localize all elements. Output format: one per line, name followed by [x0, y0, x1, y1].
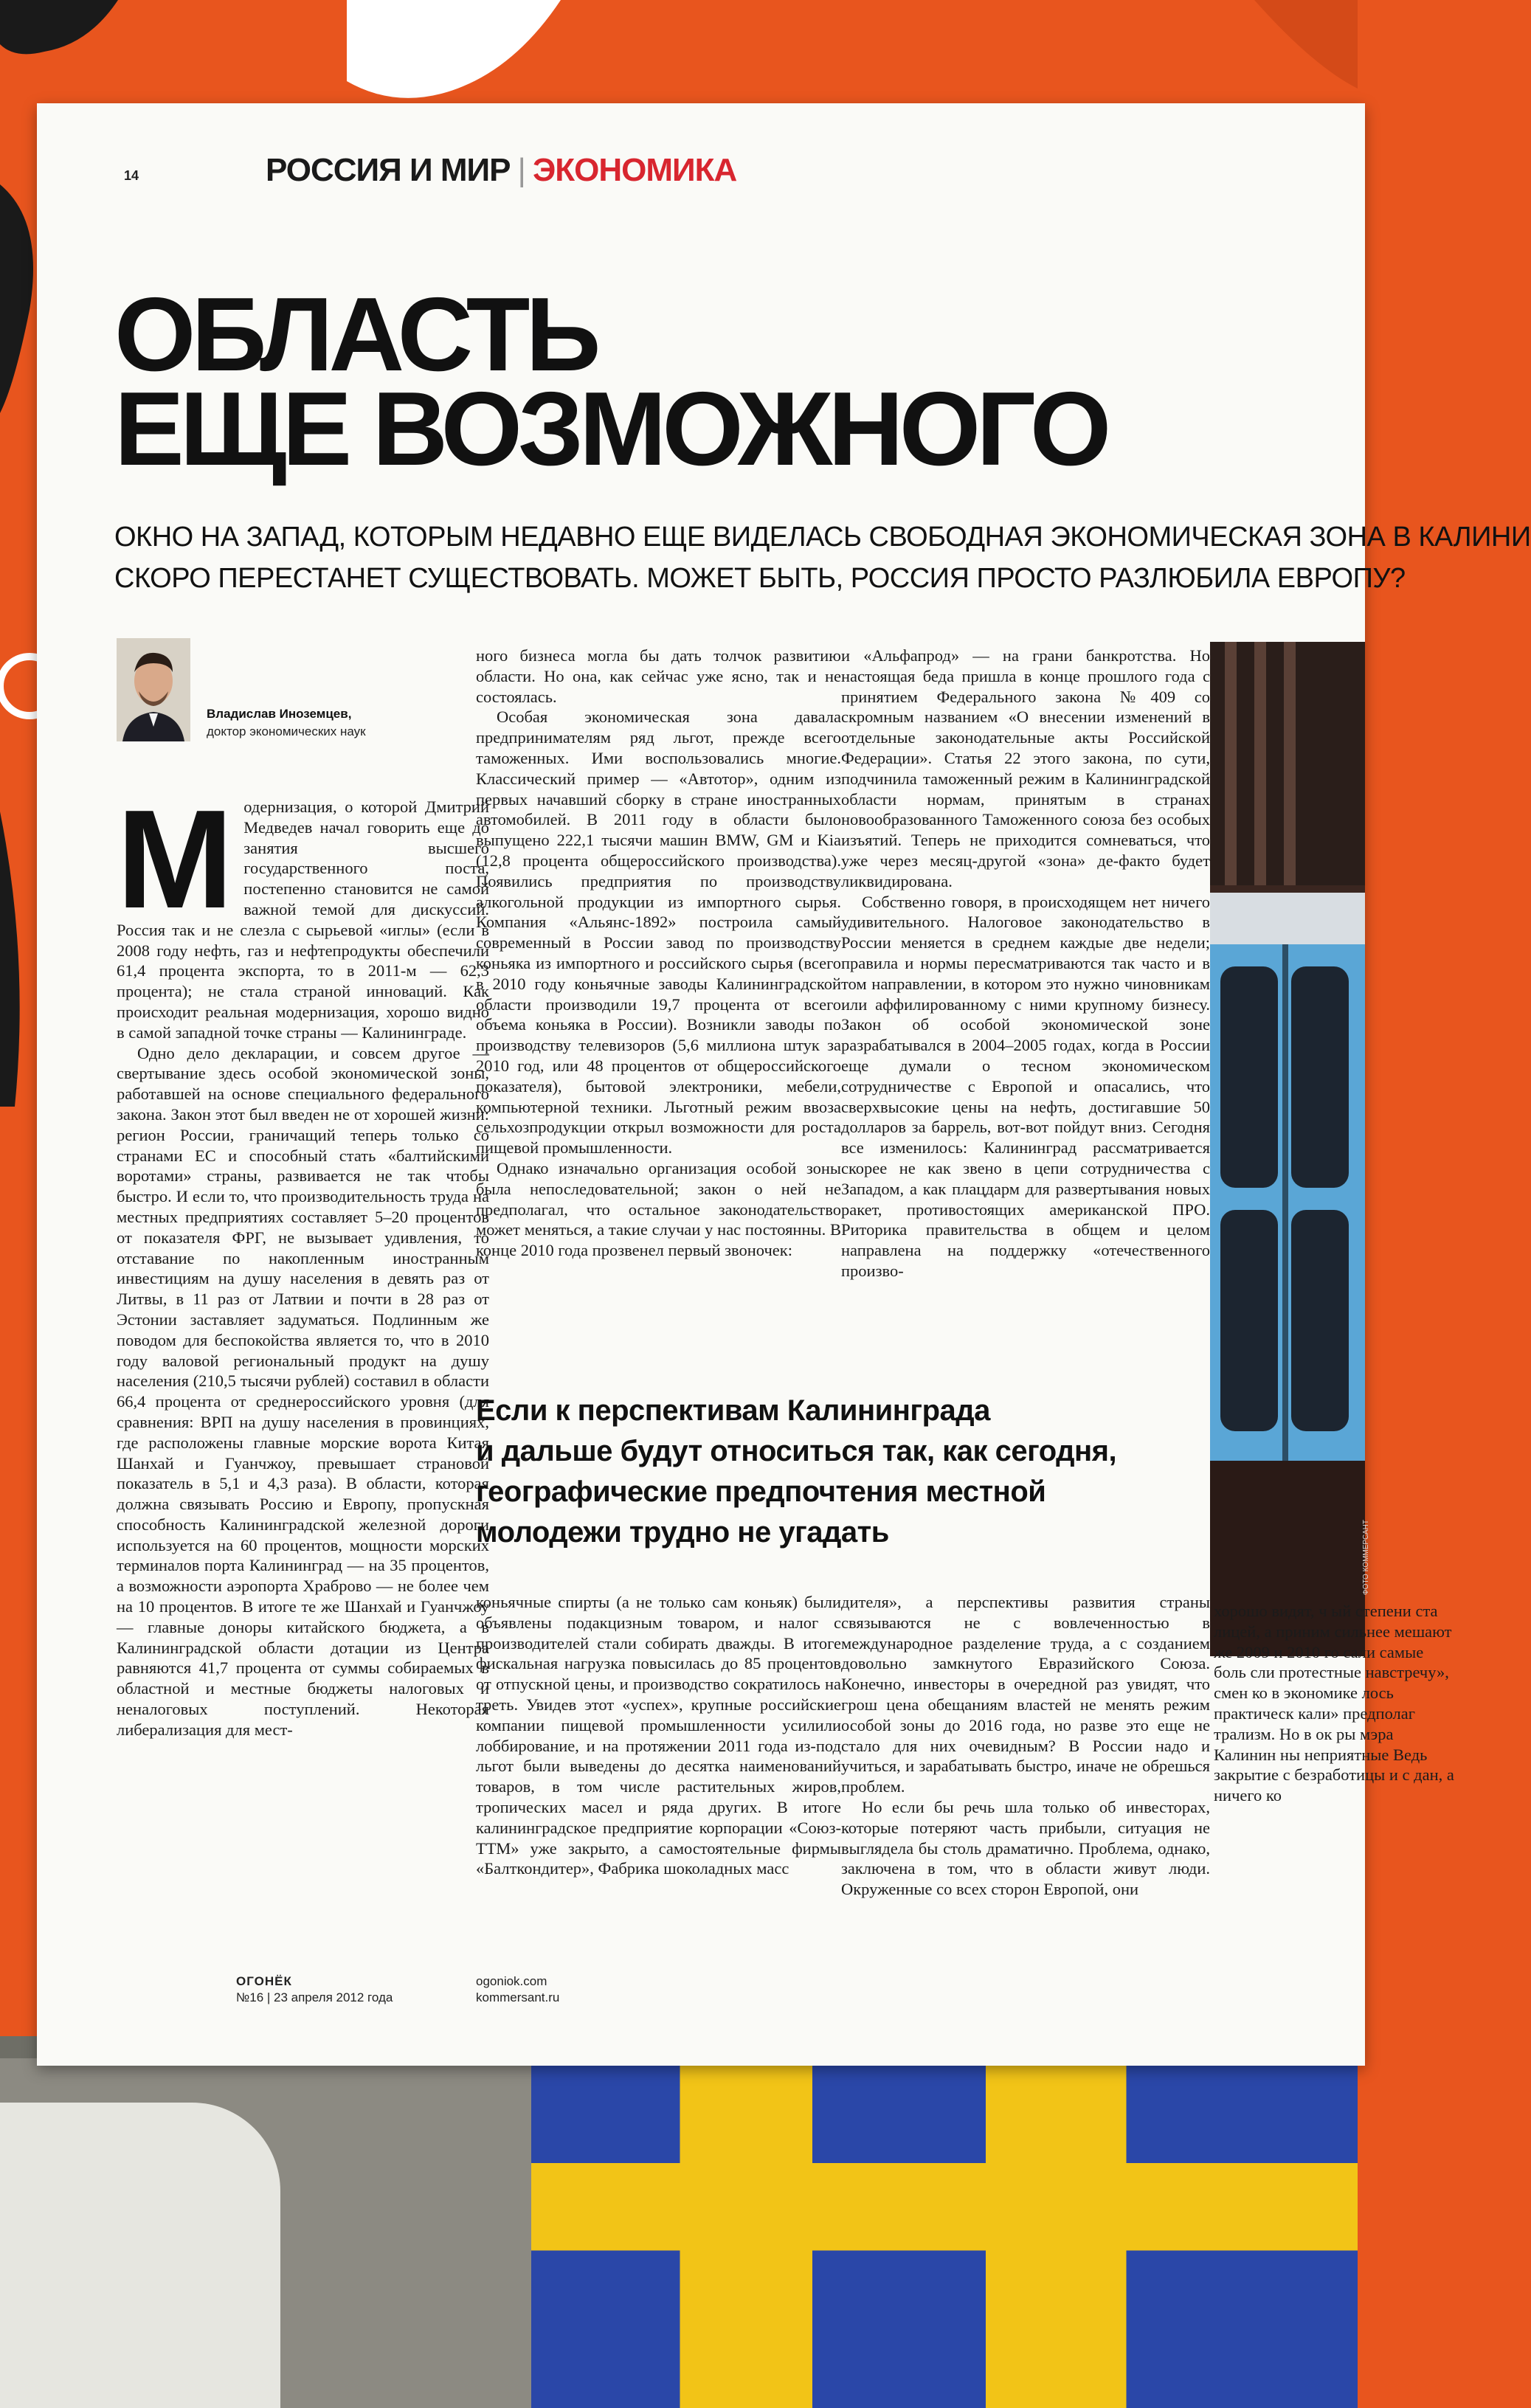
paragraph: и «Альфапрод» — на грани банкротства. Но настоящая беда пришла в конце прошлого года с принятием Федерального закона №409 со скромным названием «О внесении изменений в отдельные законодательные акты Российской Федерации». Статья 22 этого закона, по сути, подчинила таможенный режим в Калининградской области нормам, принятым в странах новообразованного Таможенного союза без особых изъятий. Теперь не приходится сомневаться, что уже через месяц-другой «зона» де-факто будет ликвидирована. [841, 646, 1210, 890]
article-column-2-top [476, 646, 841, 1332]
paragraph: хорошо видят, ч ый степени ста лицей, а приним сильнее мешают же 2009 и 2010 го сали самые боль сли протестные навстречу», смен ко в экономике лось практическ кали» предполаг трализм. Но в ок ры мэра Калинин ны неприятные Ведь закрытие с безработицы и с дан, а ничего ко [1214, 1602, 1454, 1805]
pull-quote [476, 1391, 1228, 1553]
lead-line-2: СКОРО ПЕРЕСТАНЕТ СУЩЕСТВОВАТЬ. МОЖЕТ БЫТЬ, РОССИЯ ПРОСТО РАЗЛЮБИЛА ЕВРОПУ? [114, 563, 1406, 594]
lead-line-1: ОКНО НА ЗАПАД, КОТОРЫМ НЕДАВНО ЕЩЕ ВИДЕЛАСЬ СВОБОДНАЯ ЭКОНОМИЧЕСКАЯ ЗОНА В КАЛИНИ [114, 522, 1531, 553]
paragraph: коньячные спирты (а не только сам коньяк) были объявлены подакцизным товаром, и налог с производителей стали собирать дважды. В итоге фискальная нагрузка повысилась до 85 процентов от отпускной цены, и производство сократилось на треть. Увидев этот «успех», крупные российские компании пищевой промышленности усилили лоббирование, и на протяжении 2011 года из-под льгот были выведены до десятка наименований товаров, в том числе растительных жиров, тропических масел и ряда других. В итоге калининградское предприятие корпорации «Союз-ТТМ» уже закрыто, а самостоятельные фирмы «Балткондитер», Фабрика шоколадных масс [476, 1593, 841, 1878]
magazine-page [37, 103, 1531, 2066]
paragraph: Но если бы речь шла только об инвесторах, которые потеряют часть прибыли, ситуация не выглядела бы столь драматично. Проблема, однако, заключена в том, что в области живут люди. Окруженные со всех сторон Европой, они [841, 1797, 1210, 1899]
headline-line-1: ОБЛАСТЬ [114, 276, 597, 393]
paragraph: дителя», а перспективы развития страны связываются не с вовлеченностью в международное разделение труда, а с созданием довольно замкнутого Евразийского Союза. Конечно, инвесторы в очередной раз увидят, что грош цена обещаниям властей не менять режим особой зоны до 2016 года, но разве это еще не стало для них очевидным? В России надо и учиться, и зарабатывать быстро, иначе не обрешься проблем. [841, 1593, 1210, 1796]
site-footer [476, 1973, 559, 2006]
paragraph: Однако изначально организация особой зоны была непоследовательной; закон о ней не предполагал, что остальное законодательство может меняться, а такие случаи у нас постоянны. В конце 2010 года прозвенел первый звоночек: [476, 1158, 841, 1260]
article-lead [114, 516, 1531, 599]
paragraph-text: одернизация, о которой Дмитрий Медведев начал говорить еще до занятия высшего государственного поста, постепенно становится не самой важной темой для дискуссий. Россия так и не слезла с сырьевой «иглы» (если в 2008 году нефть, газ и нефтепродукты обеспечили 61,4 процента экспорта, то в 2011-м — 62,3 процента); не стала страной инноваций. Как происходит реальная модернизация, хорошо видно в самой западной точке страны — Калининграде. [117, 798, 489, 1042]
paragraph: Особая экономическая зона давала предпринимателям ряд льгот, прежде всего таможенных. Ими воспользовались многие. Классический пример — «Автотор», одним из первых начавший сборку в стране иностранных автомобилей. В 2011 году в области было выпущено 222,1 тысячи машин BMW, GM и Kia (12,8 процента общероссийского производства). Появились предприятия по производству алкогольной продукции из импортного сырья. Компания «Альянс-1892» построила самый современный в России завод по производству коньяка из импортного и российского сырья (всего в 2010 году коньячные заводы Калининградской области производили 19,7 процента от всего объема коньяка в России). Возникли заводы по производству телевизоров (5,6 миллиона штук за 2010 год, или 48 процентов от общероссийского показателя), бытовой электроники, мебели, компьютерной техники. Льготный режим ввоза сельхозпродукции открыл возможности для роста пищевой промышленности. [476, 707, 841, 1158]
paragraph: ного бизнеса могла бы дать толчок развитию области. Но она, как сейчас уже ясно, так и не состоялась. [476, 646, 841, 706]
background-checked-blanket [531, 2058, 1358, 2408]
pull-quote-line-1: Если к перспективам Калининграда [476, 1394, 990, 1427]
page-number: 14 [124, 168, 139, 183]
pull-quote-line-4: молодежи трудно не угадать [476, 1516, 889, 1549]
paragraph: Одно дело декларации, и совсем другое — свертывание здесь особой экономической зоны, работавшей на основе специального федерального закона. Закон этот был введен не от хорошей жизни: регион России, граничащий теперь только со странами ЕС и способный стать «балтийскими воротами» страны, развивается не так чтобы быстро. И если то, что производительность труда на местных предприятиях составляет 5–20 процентов от показателя ФРГ, не вызывает удивления, то отставание по накопленным иностранным инвестициям на душу населения в девять раз от Литвы, в 11 раз от Латвии и почти в 28 раз от Эстонии заставляет задуматься. Подлинным же поводом для беспокойства является то, что в 2010 году валовой региональный продукт на душу населения (210,5 тысячи рублей) составил в области 66,4 процента от среднероссийского уровня (для сравнения: ВРП на душу населения в провинциях, где расположены главные морские ворота Китая Шанхай и Гуанчжоу, превышает страновой показатель в 5,1 и 4,3 раза). В области, которая должна связывать Россию и Европу, пропускная способность Калининградской железной дороги используется на 60 процентов, мощности морских терминалов порта Калининград — на 35 процентов, а возможности аэропорта Храброво — не более чем на 10 процентов. В итоге те же Шанхай и Гуанчжоу — главные доноры китайского бюджета, а в Калининградской области дотации из Центра равняются 41,7 процента от суммы собираемых в областной и местные бюджеты налоговых и неналоговых поступлений. Некоторая либерализация для мест- [117, 1043, 489, 1739]
pull-quote-line-2: и дальше будут относиться так, как сегодня, [476, 1435, 1117, 1467]
headline-line-2: ЕЩЕ ВОЗМОЖНОГО [114, 370, 1107, 488]
article-column-3-top [841, 646, 1210, 1332]
paragraph: Собственно говоря, в происходящем нет ничего удивительного. Налоговое законодательство в России меняется в среднем каждые две недели; правила и нормы пересматриваются так часто и в том направлении, в котором это нужно чиновникам или аффилированному с ними крупному бизнесу. Закон об особой экономической зоне разрабатывался в 2004–2005 годах, когда в России еще думали о тесном экономическом сотрудничестве с Европой и опасались, что сверхвысокие цены на нефть, достигавшие 50 долларов за баррель, вот-вот пойдут вниз. Сегодня все изменилось: Калининград рассматривается скорее не как звено в цепи сотрудничества с Западом, а как плацдарм для развертывания новых ракет, противостоящих американской ПРО. Риторика правительства в общем и целом направлена на поддержку «отечественного произво- [841, 892, 1210, 1280]
author-title: доктор экономических наук [207, 724, 366, 738]
paragraph [117, 781, 489, 1043]
article-photo [1210, 642, 1370, 1656]
issue-info: №16 | 23 апреля 2012 года [236, 1990, 393, 2004]
site-link-ogoniok[interactable]: ogoniok.com [476, 1974, 547, 1988]
pull-quote-line-3: географические предпочтения местной [476, 1475, 1046, 1508]
author-photo [117, 638, 190, 741]
section-separator: | [517, 152, 525, 188]
article-column-2-bottom [476, 1592, 841, 1961]
article-column-4-bottom [1214, 1601, 1457, 1962]
article-column-1 [117, 781, 489, 1962]
magazine-footer [236, 1973, 393, 2006]
section-header [266, 152, 736, 189]
background-white-cloth [0, 2103, 280, 2408]
subsection-title: ЭКОНОМИКА [532, 152, 737, 188]
photo-credit: ФОТО КОММЕРСАНТ [1362, 1520, 1370, 1595]
article-headline [114, 276, 1147, 488]
author-name: Владислав Иноземцев, [207, 707, 352, 721]
article-column-3-bottom [841, 1592, 1210, 1961]
drop-cap: М [117, 781, 234, 938]
site-link-kommersant[interactable]: kommersant.ru [476, 1990, 560, 2004]
section-title: РОССИЯ И МИР [266, 152, 511, 188]
magazine-name: ОГОНЁК [236, 1974, 292, 1988]
